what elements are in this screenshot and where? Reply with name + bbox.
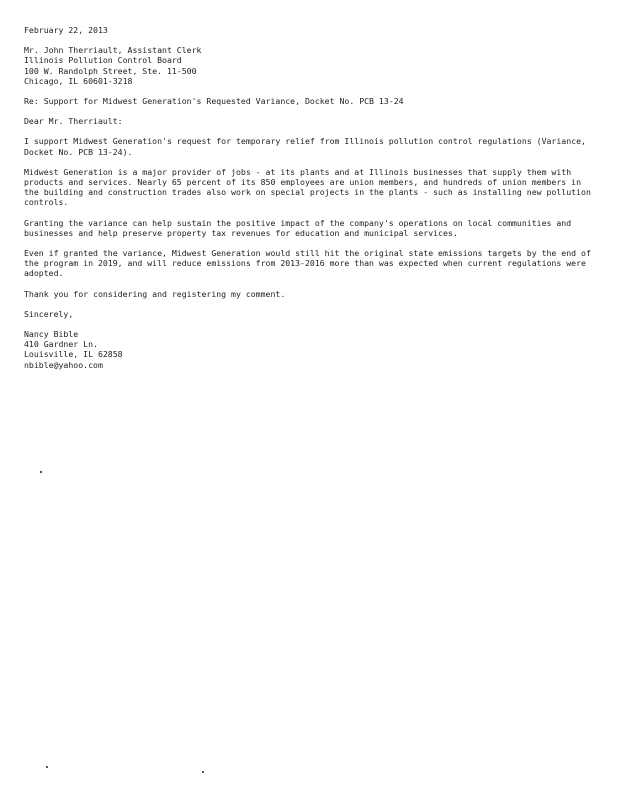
signer-name: Nancy Bible <box>24 329 79 340</box>
recipient-organization: Illinois Pollution Control Board <box>24 55 182 66</box>
subject-line: Re: Support for Midwest Generation's Requested Variance, Docket No. PCB 13-24 <box>24 96 404 107</box>
paragraph-text: Thank you for considering and registering my comment. <box>24 288 286 299</box>
closing: Sincerely, <box>24 308 74 319</box>
letter-date: February 22, 2013 <box>24 25 108 35</box>
paragraph-1 <box>24 136 594 156</box>
paragraph-text: Midwest Generation is a major provider of jobs - at its plants and at Illinois businesses that supply them with products and services. Nearly 65 percent of its 850 employees are union members, and hundreds of union members in the building and construction trades also work on special projects in the plants - such as installing new pollution controls. <box>24 166 591 208</box>
paragraph-text: I support Midwest Generation's request for temporary relief from Illinois pollution control regulations (Variance, Docket No. PCB 13-24). <box>24 136 586 157</box>
signer-street: 410 Gardner Ln. <box>24 339 98 350</box>
paragraph-4 <box>24 248 594 279</box>
recipient-address <box>24 45 594 86</box>
subject-line-block <box>24 96 594 106</box>
letter-body <box>24 25 594 380</box>
letter-date-block <box>24 25 594 35</box>
recipient-street: 100 W. Randolph Street, Ste. 11-500 <box>24 65 197 76</box>
recipient-name: Mr. John Therriault, Assistant Clerk <box>24 45 202 56</box>
paragraph-text: Even if granted the variance, Midwest Generation would still hit the original state emissions targets by the end of the program in 2019, and will reduce emissions from 2013-2016 more than was expected when current regulations were adopted. <box>24 248 591 279</box>
paragraph-text: Granting the variance can help sustain the positive impact of the company's operations on local communities and businesses and help preserve property tax revenues for education and municipal services. <box>24 217 572 238</box>
signer-city: Louisville, IL 62858 <box>24 349 123 360</box>
salutation: Dear Mr. Therriault: <box>24 116 123 127</box>
salutation-block <box>24 116 594 126</box>
paragraph-3 <box>24 218 594 238</box>
scan-speck <box>202 771 204 773</box>
scan-speck <box>40 471 42 473</box>
signature-block <box>24 329 594 370</box>
closing-block <box>24 309 594 319</box>
recipient-city: Chicago, IL 60601-3218 <box>24 75 133 86</box>
paragraph-5 <box>24 289 594 299</box>
signer-email: nbible@yahoo.com <box>24 359 103 370</box>
paragraph-2 <box>24 167 594 208</box>
scan-speck <box>46 766 48 768</box>
